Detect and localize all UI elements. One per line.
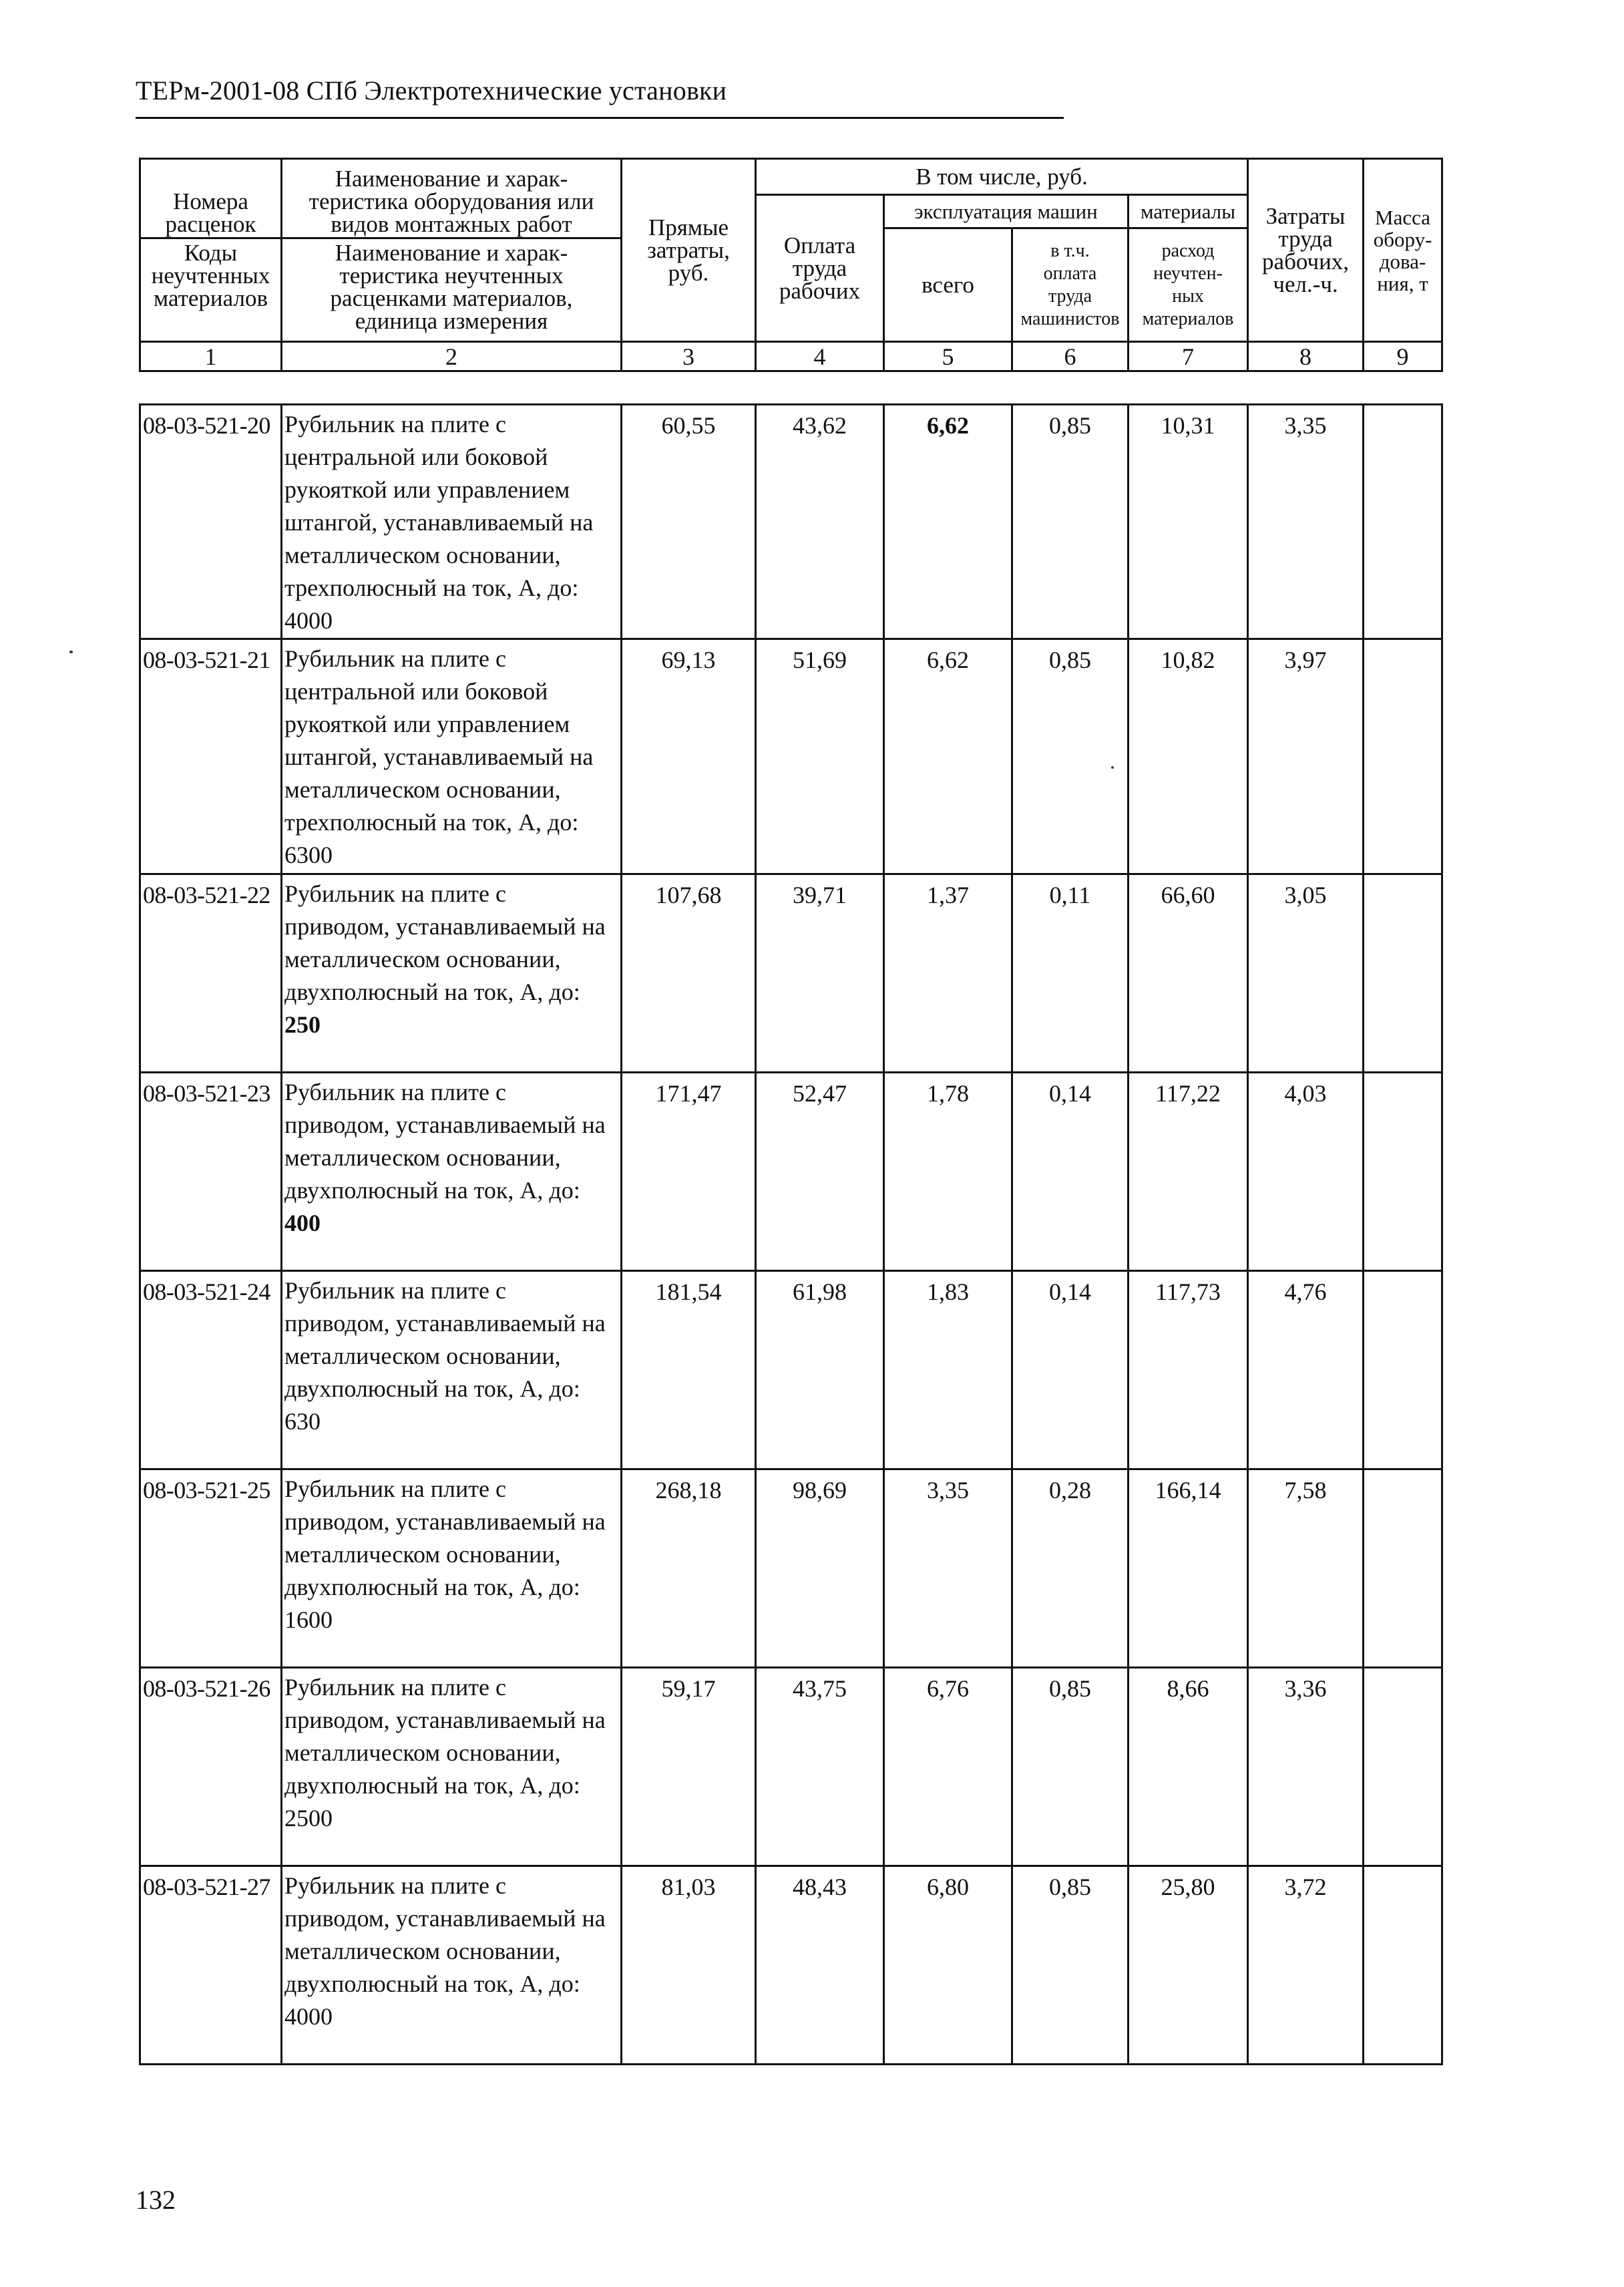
work-name-cell — [282, 1668, 622, 1866]
operators-pay-cell: 0,14 — [1012, 1073, 1129, 1271]
operators-pay-cell: 0,85 — [1012, 1668, 1129, 1866]
work-name-line: штангой, устанавливаемый на — [284, 743, 594, 770]
work-name-line: Рубильник на плите с — [284, 1277, 506, 1304]
table-row — [140, 1271, 1442, 1469]
work-name-line: 4000 — [284, 607, 333, 634]
direct-costs-cell: 59,17 — [622, 1668, 756, 1866]
column-number: 5 — [884, 342, 1012, 371]
labor-pay-cell: 61,98 — [756, 1271, 884, 1469]
table-row — [140, 1668, 1442, 1866]
materials-cell: 8,66 — [1129, 1668, 1248, 1866]
materials-cell: 10,31 — [1129, 405, 1248, 639]
labor-hours-cell: 3,05 — [1248, 874, 1364, 1073]
operators-pay-cell: 0,14 — [1012, 1271, 1129, 1469]
direct-costs-cell: 171,47 — [622, 1073, 756, 1271]
work-name-line: двухполюсный на ток, А, до: — [284, 979, 580, 1005]
work-name-cell — [282, 1469, 622, 1668]
work-name-line: приводом, устанавливаемый на — [284, 1905, 606, 1932]
header-machine-operation: эксплуатация машин — [884, 195, 1129, 228]
labor-pay-cell: 52,47 — [756, 1073, 884, 1271]
work-name-line: 4000 — [284, 2003, 333, 2030]
materials-cell: 117,22 — [1129, 1073, 1248, 1271]
table-row — [140, 405, 1442, 639]
work-name-line: двухполюсный на ток, А, до: — [284, 1970, 580, 1997]
work-name-line: рукояткой или управлением — [284, 711, 570, 737]
header-labor-pay: Оплата труда рабочих — [756, 195, 884, 342]
machines-total-cell: 6,62 — [884, 405, 1012, 639]
materials-cell: 25,80 — [1129, 1866, 1248, 2065]
materials-cell: 117,73 — [1129, 1271, 1248, 1469]
work-name-cell — [282, 1271, 622, 1469]
work-name-line: металлическом основании, — [284, 1938, 561, 1964]
work-name-line: металлическом основании, — [284, 1739, 561, 1766]
work-name-line: Рубильник на плите с — [284, 645, 506, 672]
work-name-line: 400 — [284, 1210, 321, 1236]
work-name-cell — [282, 874, 622, 1073]
labor-hours-cell: 3,72 — [1248, 1866, 1364, 2065]
work-name-line: двухполюсный на ток, А, до: — [284, 1574, 580, 1600]
direct-costs-cell: 107,68 — [622, 874, 756, 1073]
scan-speck — [1111, 766, 1114, 769]
equipment-mass-cell — [1364, 1271, 1442, 1469]
work-name-line: 6300 — [284, 842, 333, 868]
labor-pay-cell: 48,43 — [756, 1866, 884, 2065]
work-name-line: металлическом основании, — [284, 1343, 561, 1369]
column-number: 1 — [140, 342, 282, 371]
header-operators-pay: в т.ч. оплата труда машинистов — [1012, 228, 1129, 342]
machines-total-cell: 6,80 — [884, 1866, 1012, 2065]
header-equipment-mass: Масса обору- дова- ния, т — [1364, 159, 1442, 342]
header-including-group: В том числе, руб. — [756, 159, 1248, 195]
rate-code-cell: 08-03-521-27 — [140, 1866, 282, 2065]
operators-pay-cell: 0,85 — [1012, 405, 1129, 639]
machines-total-cell: 6,62 — [884, 639, 1012, 874]
column-number: 9 — [1364, 342, 1442, 371]
equipment-mass-cell — [1364, 639, 1442, 874]
materials-cell: 166,14 — [1129, 1469, 1248, 1668]
column-number: 6 — [1012, 342, 1129, 371]
column-number: 2 — [282, 342, 622, 371]
work-name-line: металлическом основании, — [284, 1144, 561, 1171]
header-machines-total: всего — [884, 228, 1012, 342]
operators-pay-cell: 0,85 — [1012, 1866, 1129, 2065]
work-name-line: 630 — [284, 1408, 321, 1435]
work-name-line: металлическом основании, — [284, 1541, 561, 1568]
work-name-cell — [282, 1073, 622, 1271]
work-name-line: 2500 — [284, 1805, 333, 1831]
direct-costs-cell: 268,18 — [622, 1469, 756, 1668]
work-name-line: Рубильник на плите с — [284, 880, 506, 907]
labor-hours-cell: 3,97 — [1248, 639, 1364, 874]
work-name-line: центральной или боковой — [284, 444, 548, 470]
column-number-row — [140, 342, 1442, 371]
labor-pay-cell: 98,69 — [756, 1469, 884, 1668]
equipment-mass-cell — [1364, 1668, 1442, 1866]
work-name-cell — [282, 639, 622, 874]
rate-code-cell: 08-03-521-22 — [140, 874, 282, 1073]
materials-cell: 66,60 — [1129, 874, 1248, 1073]
work-name-line: Рубильник на плите с — [284, 411, 506, 437]
header-unaccounted-materials: расход неучтен- ных материалов — [1129, 228, 1248, 342]
equipment-mass-cell — [1364, 1866, 1442, 2065]
table-row — [140, 1866, 1442, 2065]
work-name-line: приводом, устанавливаемый на — [284, 913, 606, 940]
table-header — [139, 158, 1443, 372]
page-number: 132 — [136, 2185, 176, 2215]
machines-total-cell: 1,83 — [884, 1271, 1012, 1469]
rate-code-cell: 08-03-521-26 — [140, 1668, 282, 1866]
column-number: 8 — [1248, 342, 1364, 371]
direct-costs-cell: 181,54 — [622, 1271, 756, 1469]
table-row — [140, 874, 1442, 1073]
work-name-cell — [282, 405, 622, 639]
header-direct-costs: Прямые затраты, руб. — [622, 159, 756, 342]
header-materials: материалы — [1129, 195, 1248, 228]
document-title: ТЕРм-2001-08 СПб Электротехнические установки — [136, 75, 727, 106]
equipment-mass-cell — [1364, 1073, 1442, 1271]
operators-pay-cell: 0,85 — [1012, 639, 1129, 874]
work-name-cell — [282, 1866, 622, 2065]
rate-code-cell: 08-03-521-24 — [140, 1271, 282, 1469]
work-name-line: двухполюсный на ток, А, до: — [284, 1177, 580, 1204]
work-name-line: рукояткой или управлением — [284, 476, 570, 503]
labor-hours-cell: 3,36 — [1248, 1668, 1364, 1866]
labor-hours-cell: 4,76 — [1248, 1271, 1364, 1469]
work-name-line: 250 — [284, 1011, 321, 1038]
work-name-line: приводом, устанавливаемый на — [284, 1111, 606, 1138]
work-name-line: Рубильник на плите с — [284, 1674, 506, 1701]
direct-costs-cell: 60,55 — [622, 405, 756, 639]
labor-pay-cell: 51,69 — [756, 639, 884, 874]
labor-hours-cell: 3,35 — [1248, 405, 1364, 639]
rate-code-cell: 08-03-521-20 — [140, 405, 282, 639]
machines-total-cell: 1,37 — [884, 874, 1012, 1073]
column-number: 7 — [1129, 342, 1248, 371]
work-name-line: штангой, устанавливаемый на — [284, 509, 594, 536]
table-row — [140, 1073, 1442, 1271]
work-name-line: трехполюсный на ток, А, до: — [284, 809, 579, 836]
labor-pay-cell: 43,62 — [756, 405, 884, 639]
rate-code-cell: 08-03-521-25 — [140, 1469, 282, 1668]
equipment-mass-cell — [1364, 1469, 1442, 1668]
work-name-line: трехполюсный на ток, А, до: — [284, 574, 579, 601]
column-number: 4 — [756, 342, 884, 371]
machines-total-cell: 6,76 — [884, 1668, 1012, 1866]
operators-pay-cell: 0,28 — [1012, 1469, 1129, 1668]
work-name-line: Рубильник на плите с — [284, 1079, 506, 1105]
work-name-line: Рубильник на плите с — [284, 1872, 506, 1899]
rates-table — [139, 403, 1443, 2065]
machines-total-cell: 3,35 — [884, 1469, 1012, 1668]
labor-pay-cell: 39,71 — [756, 874, 884, 1073]
work-name-line: металлическом основании, — [284, 542, 561, 568]
work-name-line: приводом, устанавливаемый на — [284, 1508, 606, 1535]
header-rate-numbers: Номера расценок Коды неучтенных материалов — [140, 159, 282, 342]
work-name-line: приводом, устанавливаемый на — [284, 1707, 606, 1733]
direct-costs-cell: 81,03 — [622, 1866, 756, 2065]
work-name-line: 1600 — [284, 1606, 333, 1633]
table-row — [140, 639, 1442, 874]
work-name-line: приводом, устанавливаемый на — [284, 1310, 606, 1337]
labor-hours-cell: 7,58 — [1248, 1469, 1364, 1668]
direct-costs-cell: 69,13 — [622, 639, 756, 874]
machines-total-cell: 1,78 — [884, 1073, 1012, 1271]
table-row — [140, 1469, 1442, 1668]
equipment-mass-cell — [1364, 874, 1442, 1073]
title-underline — [136, 117, 1064, 119]
column-number: 3 — [622, 342, 756, 371]
equipment-mass-cell — [1364, 405, 1442, 639]
labor-hours-cell: 4,03 — [1248, 1073, 1364, 1271]
work-name-line: Рубильник на плите с — [284, 1475, 506, 1502]
work-name-line: металлическом основании, — [284, 946, 561, 973]
materials-cell: 10,82 — [1129, 639, 1248, 874]
header-name: Наименование и харак- теристика оборудования или видов монтажных работ Наименование и харак- теристика неучтенных расценками материалов, единица измерения — [282, 159, 622, 342]
work-name-line: двухполюсный на ток, А, до: — [284, 1375, 580, 1402]
operators-pay-cell: 0,11 — [1012, 874, 1129, 1073]
rate-code-cell: 08-03-521-21 — [140, 639, 282, 874]
work-name-line: металлическом основании, — [284, 776, 561, 803]
header-labor-hours: Затраты труда рабочих, чел.-ч. — [1248, 159, 1364, 342]
rate-code-cell: 08-03-521-23 — [140, 1073, 282, 1271]
work-name-line: центральной или боковой — [284, 678, 548, 705]
labor-pay-cell: 43,75 — [756, 1668, 884, 1866]
work-name-line: двухполюсный на ток, А, до: — [284, 1772, 580, 1799]
scan-speck — [69, 651, 73, 653]
